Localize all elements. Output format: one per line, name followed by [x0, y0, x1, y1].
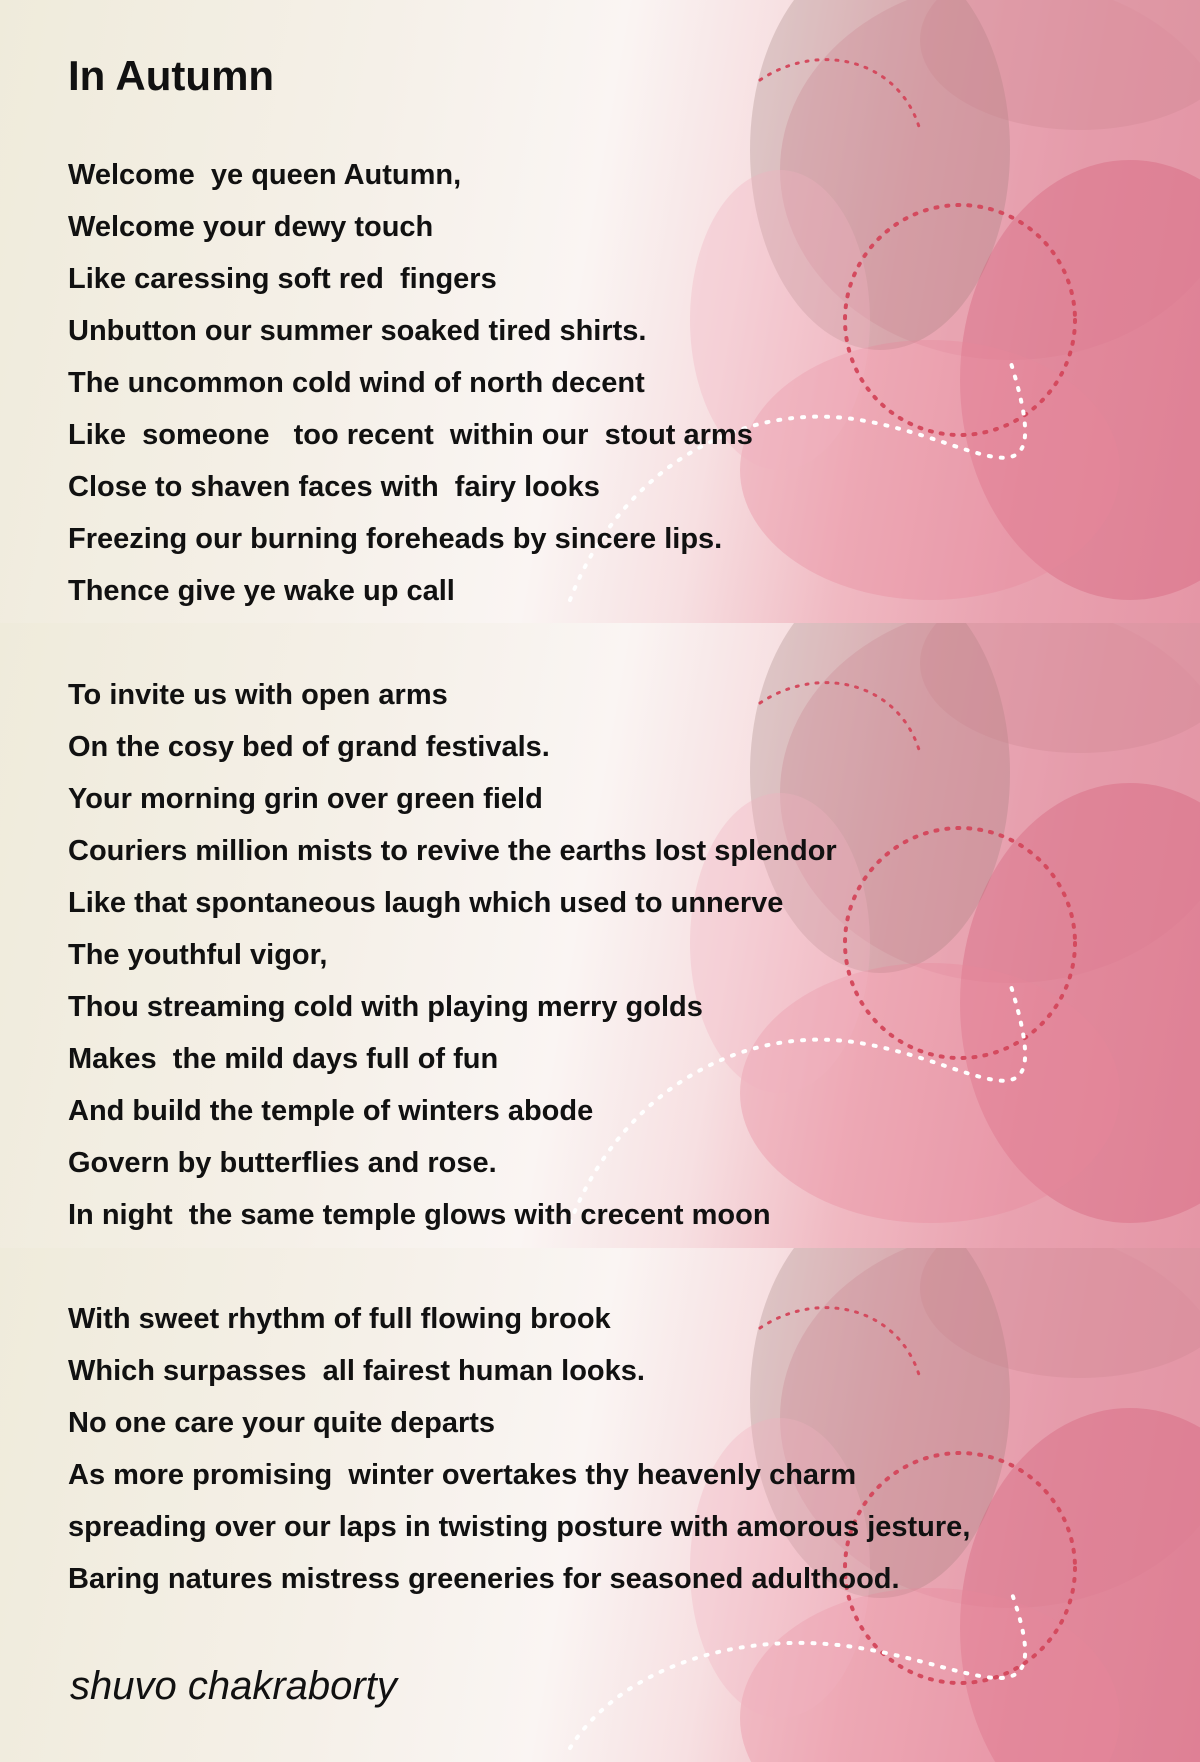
poem-line: Thou streaming cold with playing merry golds — [68, 991, 703, 1023]
stanza-1 — [68, 149, 1178, 617]
poem-line: Unbutton our summer soaked tired shirts. — [68, 315, 647, 347]
poem-line: Baring natures mistress greeneries for seasoned adulthood. — [68, 1563, 900, 1595]
poem-line: As more promising winter overtakes thy heavenly charm — [68, 1459, 857, 1491]
stanza-2 — [68, 669, 1178, 1241]
poem-line: Welcome your dewy touch — [68, 211, 434, 243]
poem-title: In Autumn — [68, 52, 275, 99]
poem-line: Like that spontaneous laugh which used to unnerve — [68, 887, 784, 919]
poem-line: Couriers million mists to revive the earths lost splendor — [68, 835, 837, 867]
poem-line: Welcome ye queen Autumn, — [68, 159, 462, 191]
poem-line: The uncommon cold wind of north decent — [68, 367, 645, 399]
poem-line: On the cosy bed of grand festivals. — [68, 731, 550, 763]
poem-line: No one care your quite departs — [68, 1407, 496, 1439]
poem-line: Your morning grin over green field — [68, 783, 543, 815]
poem-line: Freezing our burning foreheads by sincere lips. — [68, 523, 723, 555]
stanza-3 — [68, 1293, 1178, 1605]
poem-line: In night the same temple glows with crecent moon — [68, 1199, 771, 1231]
poem-line: To invite us with open arms — [68, 679, 448, 711]
poem-line: Which surpasses all fairest human looks. — [68, 1355, 645, 1387]
poem-line: The youthful vigor, — [68, 939, 328, 971]
poem-line: spreading over our laps in twisting posture with amorous jesture, — [68, 1511, 971, 1543]
poem-line: And build the temple of winters abode — [68, 1095, 594, 1127]
poem-line: Like someone too recent within our stout arms — [68, 419, 753, 451]
poem-line: Thence give ye wake up call — [68, 575, 455, 607]
poem-line: Like caressing soft red fingers — [68, 263, 497, 295]
poem-body — [68, 149, 1178, 1657]
poem-line: Makes the mild days full of fun — [68, 1043, 499, 1075]
poem-author: shuvo chakraborty — [70, 1664, 397, 1708]
poem-line: With sweet rhythm of full flowing brook — [68, 1303, 611, 1335]
poem-line: Govern by butterflies and rose. — [68, 1147, 497, 1179]
poem-line: Close to shaven faces with fairy looks — [68, 471, 600, 503]
